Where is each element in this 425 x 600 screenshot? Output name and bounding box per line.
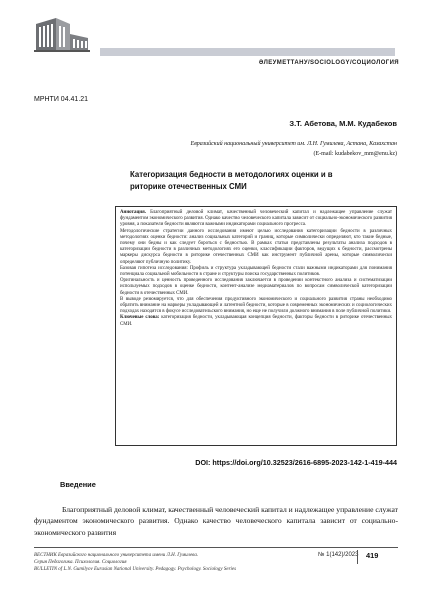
footer-journal-en: BULLETIN of L.N. Gumilyov Eurasian National University. Pedagogy. Psychology. Sociology Series (34, 567, 237, 572)
udc-code: МРНТИ 04.41.21 (34, 96, 89, 103)
abstract-paragraph-4: Оригинальность и ценность проведенного исследования заключается в проведении контекстного анализа и систематизации используемых подходов в оценке бедности, контент-анализе медиаматериалов по вопросам символической категоризации бедности в отечественных СМИ. (120, 278, 392, 296)
body-text (34, 504, 398, 538)
footer-journal-info (34, 552, 284, 573)
page-number: 419 (366, 551, 379, 560)
abstract-text-1: Благоприятный деловой климат, качественный человеческий капитал и надлежащее управление служат фундаментом экономического развития. Однако качество человеческого капитала зависит от социально-экономического развития уровня, а показатели бедности являются важными индикаторами социального прогресса. (120, 210, 392, 228)
abstract-box (115, 206, 397, 446)
footer-journal-name: ВЕСТНИК Евразийского национального университета имени Л.Н. Гумилева. (34, 553, 199, 558)
section-heading: Введение (60, 480, 96, 489)
body-paragraph: Благоприятный деловой климат, качественный человеческий капитал и надлежащее управление служат фундаментом экономического развития. Однако качество человеческого капитала зависит от социально-экономического развития (34, 505, 398, 537)
footer-separator (357, 550, 358, 564)
footer-divider (34, 547, 398, 548)
affiliation: Евразийский национальный университет им. Л.Н. Гумилева, Астана, Казахстан (190, 141, 397, 147)
footer-journal-series: Серия Педагогика. Психология. Социология (34, 560, 127, 565)
article-title-line-1: Категоризация бедности в методологиях оценки и в (130, 170, 333, 179)
keywords (120, 315, 392, 327)
abstract-paragraph-1 (120, 210, 392, 229)
section-tag: ӘЛЕУМЕТТАНУ/SOCIOLOGY/СОЦИОЛОГИЯ (258, 60, 399, 66)
abstract-label: Аннотация. (120, 210, 146, 215)
university-building-logo (34, 14, 90, 54)
issue-number: № 1(142)/2023 (318, 552, 359, 558)
keywords-text: категоризация бедности, укладывающая концепция бедности, факторы бедности в риторике отечественных СМИ. (120, 315, 392, 327)
author-email: (E-mail: kudabekov_mm@enu.kz) (313, 151, 397, 157)
abstract-paragraph-5: В выводе резюмируется, что для обеспечения продуктивного экономического и социального развития страны необходимо обратить внимание на маркеры укладывающей и латентной бедности, которые в современных экономических и социологических подходах находятся в фокусе исследовательского внимания, но еще не получили должного внимания в поле публичной политики. (120, 296, 392, 315)
keywords-label: Ключевые слова: (120, 315, 160, 321)
article-title (130, 169, 350, 193)
article-title-line-2: риторике отечественных СМИ (130, 182, 247, 191)
authors: З.Т. Абетова, М.М. Кудабеков (289, 119, 397, 128)
abstract-paragraph-3: Базовая гипотеза исследования: Профиль и структура укладывающей бедности стали важными индикаторами для понимания потенциала социальной мобильности в стране и структуры поиска государственных политиков. (120, 265, 392, 278)
abstract-paragraph-2: Методологические стратегии данного исследования имеют целью исследования категоризации бедности в различных методологиях оценки бедности: анализ социальных категорий и границ, которые символически определяют, кто такие бедные, почему они бедны и как следует бороться с бедностью. В рамках статьи представлены результаты анализа подходов в категоризации бедности в различных методологиях его оценки, классификации факторов, ведущих к бедности, рассмотрены маркеры дискурса бедности в риторике отечественных СМИ как инструмент публичной арены, которые символически определяют публичную политику. (120, 228, 392, 265)
header-bar (100, 48, 395, 56)
doi-link[interactable]: DOI: https://doi.org/10.32523/2616-6895-2023-142-1-419-444 (195, 458, 397, 467)
